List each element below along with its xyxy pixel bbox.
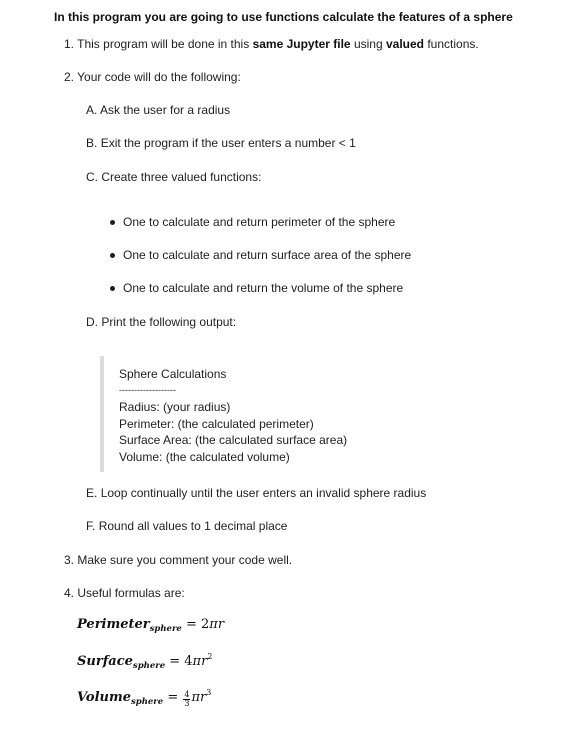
bold-text: valued [385, 37, 424, 51]
bullet-item: One to calculate and return perimeter of the sphere [123, 215, 396, 229]
item-number: 1. [64, 37, 75, 51]
output-line: Radius: (your radius) [119, 400, 231, 414]
step-c: C. Create three valued functions: [86, 170, 262, 184]
step-f: F. Round all values to 1 decimal place [86, 519, 288, 533]
instruction-2: 2. Your code will do the following: [64, 70, 241, 84]
step-a: A. Ask the user for a radius [86, 103, 231, 117]
bullet-icon [110, 253, 115, 258]
output-line: Surface Area: (the calculated surface area) [119, 433, 348, 447]
output-heading: Sphere Calculations [119, 367, 227, 381]
perimeter-formula: Perimeter$_{sphere}$ = 2πr [77, 617, 225, 634]
output-line: Volume: (the calculated volume) [119, 450, 290, 464]
step-b: B. Exit the program if the user enters a number < 1 [86, 136, 356, 150]
bullet-item: One to calculate and return surface area of the sphere [123, 248, 412, 262]
output-divider: ------------------- [119, 385, 176, 395]
surface-area-formula: Surface$_{sphere}$ = $4\pi r^2$ [77, 652, 213, 671]
instruction-4: 4. Useful formulas are: [64, 586, 185, 600]
instruction-1: 1. This program will be done in this same Jupyter file using valued functions. [64, 37, 479, 51]
bullet-item: One to calculate and return the volume of the sphere [123, 281, 404, 295]
fraction: $\frac{4}{3}$ [184, 690, 190, 708]
bullet-icon [110, 220, 115, 225]
bullet-icon [110, 286, 115, 291]
instruction-3: 3. Make sure you comment your code well. [64, 553, 293, 567]
volume-formula: Volume$_{sphere}$ = $\frac{4}{3}$ $\pi r^3$ [77, 688, 212, 708]
step-d: D. Print the following output: [86, 315, 237, 329]
output-line: Perimeter: (the calculated perimeter) [119, 417, 314, 431]
step-e: E. Loop continually until the user enters an invalid sphere radius [86, 486, 427, 500]
bold-text: same Jupyter file [252, 37, 351, 51]
assignment-title: In this program you are going to use functions calculate the features of a sphere [54, 10, 513, 24]
